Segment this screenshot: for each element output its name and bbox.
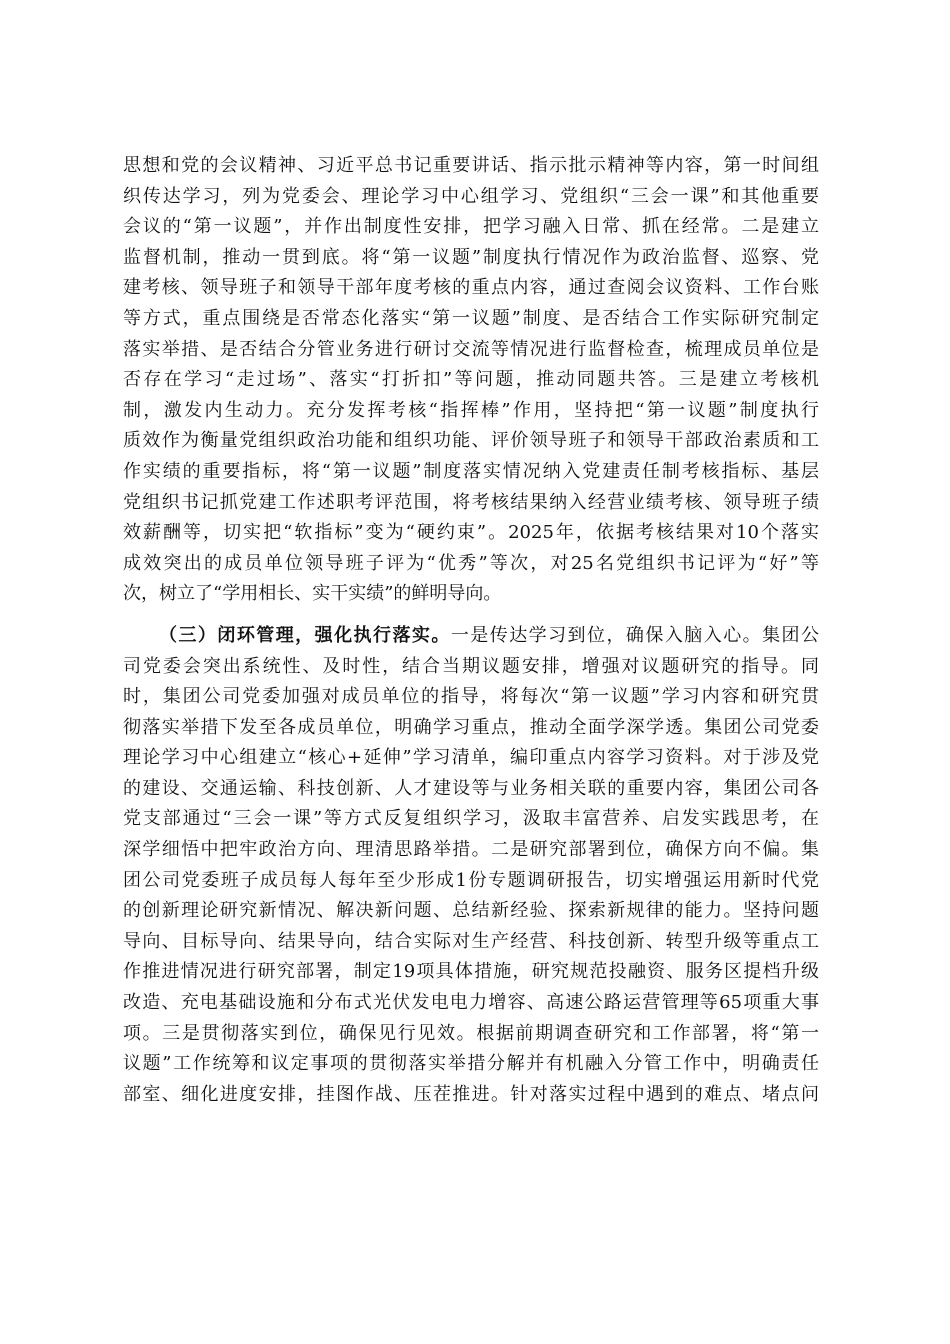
paragraph-spacer bbox=[123, 610, 819, 621]
text-line: 党组织书记抓党建工作述职考评范围，将考核结果纳入经营业绩考核、领导班子绩 bbox=[123, 491, 819, 513]
text-line: 党支部通过“三会一课”等方式反复组织学习，汲取丰富营养、启发实践思考，在 bbox=[123, 808, 819, 830]
text-line: 议题”工作统筹和议定事项的贯彻落实举措分解并有机融入分管工作中，明确责任 bbox=[123, 1053, 819, 1075]
text-line: 彻落实举措下发至各成员单位，明确学习重点，推动全面学深学透。集团公司党委 bbox=[123, 716, 819, 738]
text-run: 一是传达学习到位，确保入脑入心。集团公 bbox=[450, 624, 819, 646]
text-line: 织传达学习，列为党委会、理论学习中心组学习、党组织“三会一课”和其他重要 bbox=[123, 185, 819, 207]
text-line: 监督机制，推动一贯到底。将“第一议题”制度执行情况作为政治监督、巡察、党 bbox=[123, 246, 819, 268]
text-line: 深学细悟中把牢政治方向、理清思路举措。二是研究部署到位，确保方向不偏。集 bbox=[123, 839, 819, 861]
text-line: 司党委会突出系统性、及时性，结合当期议题安排，增强对议题研究的指导。同 bbox=[123, 655, 819, 677]
text-line: 会议的“第一议题”，并作出制度性安排，把学习融入日常、抓在经常。二是建立 bbox=[123, 216, 819, 238]
text-line: 等方式，重点围绕是否常态化落实“第一议题”制度、是否结合工作实际研究制定 bbox=[123, 307, 819, 329]
paragraph-closed-loop bbox=[123, 621, 819, 1111]
text-line: 作实绩的重要指标，将“第一议题”制度落实情况纳入党建责任制考核指标、基层 bbox=[123, 460, 819, 482]
text-line: 建考核、领导班子和领导干部年度考核的重点内容，通过查阅会议资料、工作台账 bbox=[123, 277, 819, 299]
text-line: 部室、细化进度安排，挂图作战、压茬推进。针对落实过程中遇到的难点、堵点问 bbox=[123, 1083, 819, 1105]
text-line: 导向、目标导向、结果导向，结合实际对生产经营、科技创新、转型升级等重点工 bbox=[123, 930, 819, 952]
text-line: 改造、充电基础设施和分布式光伏发电电力增容、高速公路运营管理等65项重大事 bbox=[123, 992, 819, 1014]
text-line-first bbox=[123, 621, 819, 652]
text-line: 成效突出的成员单位领导班子评为“优秀”等次，对25名党组织书记评为“好”等 bbox=[123, 552, 819, 574]
paragraph-assessment bbox=[123, 151, 819, 610]
text-line: 时，集团公司党委加强对成员单位的指导，将每次“第一议题”学习内容和研究贯 bbox=[123, 686, 819, 708]
text-line: 落实举措、是否结合分管业务进行研讨交流等情况进行监督检查，梳理成员单位是 bbox=[123, 338, 819, 360]
text-line: 效薪酬等，切实把“软指标”变为“硬约束”。2025年，依据考核结果对10个落实 bbox=[123, 522, 819, 544]
text-line: 团公司党委班子成员每人每年至少形成1份专题调研报告，切实增强运用新时代党 bbox=[123, 869, 819, 891]
text-line: 理论学习中心组建立“核心+延伸”学习清单，编印重点内容学习资料。对于涉及党 bbox=[123, 747, 819, 769]
text-line: 的创新理论研究新情况、解决新问题、总结新经验、探索新规律的能力。坚持问题 bbox=[123, 900, 819, 922]
text-line: 项。三是贯彻落实到位，确保见行见效。根据前期调查研究和工作部署，将“第一 bbox=[123, 1022, 819, 1044]
text-line: 制，激发内生动力。充分发挥考核“指挥棒”作用，坚持把“第一议题”制度执行 bbox=[123, 399, 819, 421]
text-line: 的建设、交通运输、科技创新、人才建设等与业务相关联的重要内容，集团公司各 bbox=[123, 777, 819, 799]
document-body bbox=[123, 151, 819, 1110]
text-line: 作推进情况进行研究部署，制定19项具体措施，研究规范投融资、服务区提档升级 bbox=[123, 961, 819, 983]
section-heading: （三）闭环管理，强化执行落实。 bbox=[159, 624, 451, 646]
text-line: 否存在学习“走过场”、落实“打折扣”等问题，推动同题共答。三是建立考核机 bbox=[123, 369, 819, 391]
text-line: 思想和党的会议精神、习近平总书记重要讲话、指示批示精神等内容，第一时间组 bbox=[123, 155, 819, 176]
text-line: 次，树立了“学用相长、实干实绩”的鲜明导向。 bbox=[123, 583, 502, 605]
text-line: 质效作为衡量党组织政治功能和组织功能、评价领导班子和领导干部政治素质和工 bbox=[123, 430, 819, 452]
